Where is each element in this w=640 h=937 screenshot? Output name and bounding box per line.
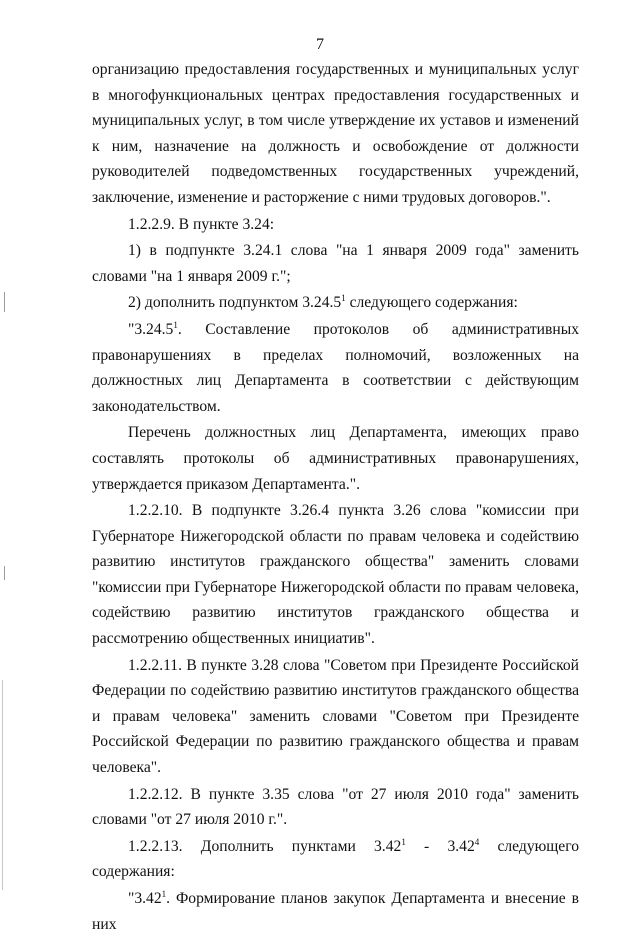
paragraph: 1) в подпункте 3.24.1 слова "на 1 января 2009 года" заменить словами "на 1 января 2009 г."; (92, 242, 579, 285)
scan-margin-mark (2, 680, 3, 890)
scan-margin-mark (4, 292, 5, 312)
page-number: 7 (316, 36, 324, 53)
paragraph: 1.2.2.13. Дополнить пунктами 3.42$^1$ - 3.42$^4$ следующего содержания: (92, 836, 580, 881)
paragraph: Перечень должностных лиц Департамента, имеющих право составлять протоколы об административных правонарушениях, утверждается приказом Департамента.". (92, 424, 579, 493)
paragraph: 1.2.2.9. В пункте 3.24: (128, 215, 275, 233)
document-body (92, 57, 579, 937)
paragraph: 1.2.2.12. В пункте 3.35 слова "от 27 июля 2010 года" заменить словами "от 27 июля 2010 г.". (92, 785, 579, 829)
paragraph: 2) дополнить подпунктом 3.24.5$^1$ следующего содержания: (128, 293, 518, 312)
paragraph: "3.42$^1$. Формирование планов закупок Департамента и внесение в них (92, 889, 579, 933)
paragraph: организацию предоставления государственных и муниципальных услуг в многофункциональных центрах предоставления государственных и муниципальных услуг, в том числе утверждение их уставов и изменений к ним, назначение на должность и освобождение от должности руководителей подведомственных государственных учреждений, заключение, изменение и расторжение с ними трудовых договоров.". (92, 61, 579, 206)
paragraph: 1.2.2.10. В подпункте 3.26.4 пункта 3.26 слова "комиссии при Губернаторе Нижегородской области по правам человека и содействию развитию институтов гражданского общества" заменить словами "комиссии при Губернаторе Нижегородской области по правам человека, содействию развитию институтов гражданского общества и рассмотрению общественных инициатив". (92, 502, 579, 648)
paragraph: 1.2.2.11. В пункте 3.28 слова "Советом при Президенте Российской Федерации по содействию развитию институтов гражданского общества и правам человека" заменить словами "Советом при Президенте Российской Федерации по развитию гражданского общества и правам человека". (92, 656, 579, 777)
scan-margin-mark (4, 566, 5, 580)
paragraph: "3.24.5$^1$. Составление протоколов об административных правонарушениях в пределах полномочий, возложенных на должностных лиц Департамента в соответствии с действующим законодательством. (92, 319, 579, 415)
